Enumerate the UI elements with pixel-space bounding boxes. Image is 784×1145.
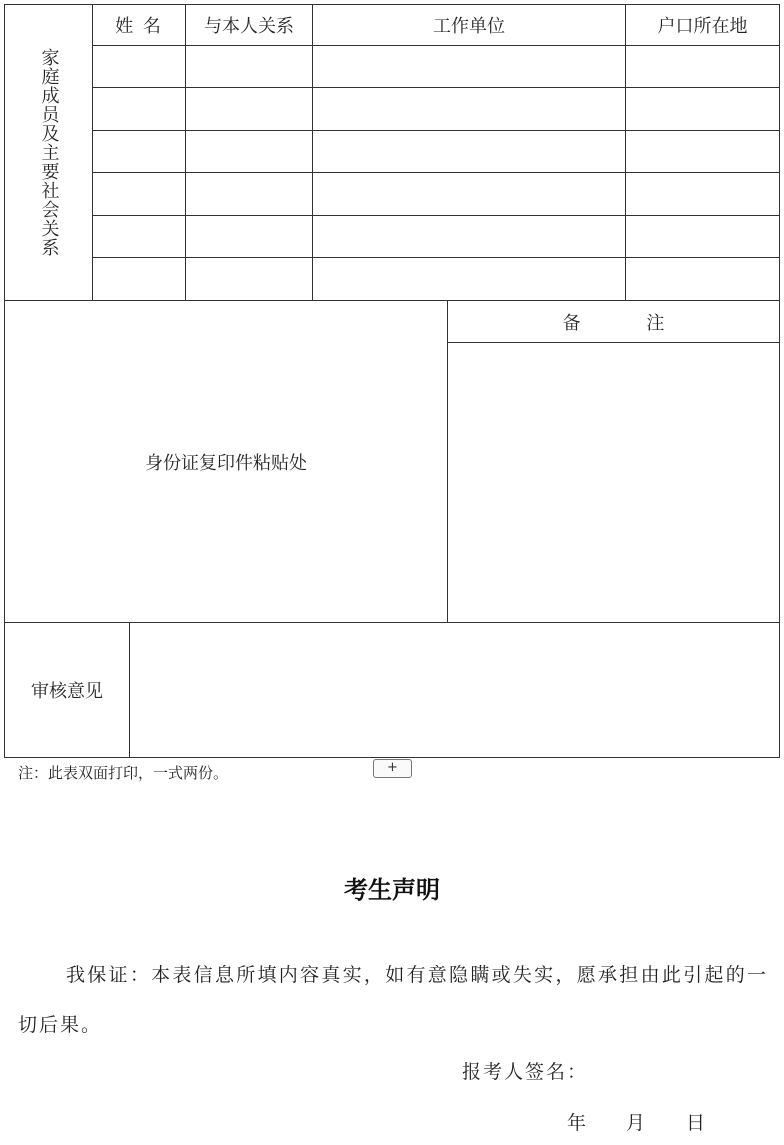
date-month: 月 (626, 1112, 646, 1134)
family-member-row[interactable] (93, 88, 779, 130)
remarks-header: 备 注 (562, 312, 665, 334)
table-right-border (779, 4, 780, 758)
family-member-row[interactable] (93, 173, 779, 215)
header-name: 姓 名 (115, 16, 163, 37)
declaration-body: 我保证：本表信息所填内容真实，如有意隐瞒或失实，愿承担由此引起的一切后果。 (18, 964, 768, 1036)
review-label: 审核意见 (31, 681, 103, 702)
declaration-title: 考生声明 (344, 875, 440, 904)
table-bottom-border (4, 757, 780, 758)
family-section-label: 家庭成员及主要社会关系 (38, 47, 60, 257)
review-field[interactable] (130, 623, 779, 757)
family-member-row[interactable] (93, 46, 779, 87)
header-workplace: 工作单位 (433, 16, 505, 37)
family-member-row[interactable] (93, 131, 779, 172)
signer-label: 报考人签名： (462, 1061, 589, 1083)
header-household-registration: 户口所在地 (657, 16, 748, 37)
add-row-button[interactable]: + (373, 759, 412, 778)
header-relation: 与本人关系 (204, 16, 294, 37)
print-footnote: 注：此表双面打印，一式两份。 (18, 764, 229, 782)
date-year: 年 (567, 1112, 587, 1134)
family-member-row[interactable] (93, 216, 779, 257)
family-member-row[interactable] (93, 258, 779, 300)
id-copy-paste-area: 身份证复印件粘贴处 (145, 452, 307, 474)
remarks-field[interactable] (448, 343, 779, 622)
date-day: 日 (686, 1112, 706, 1134)
